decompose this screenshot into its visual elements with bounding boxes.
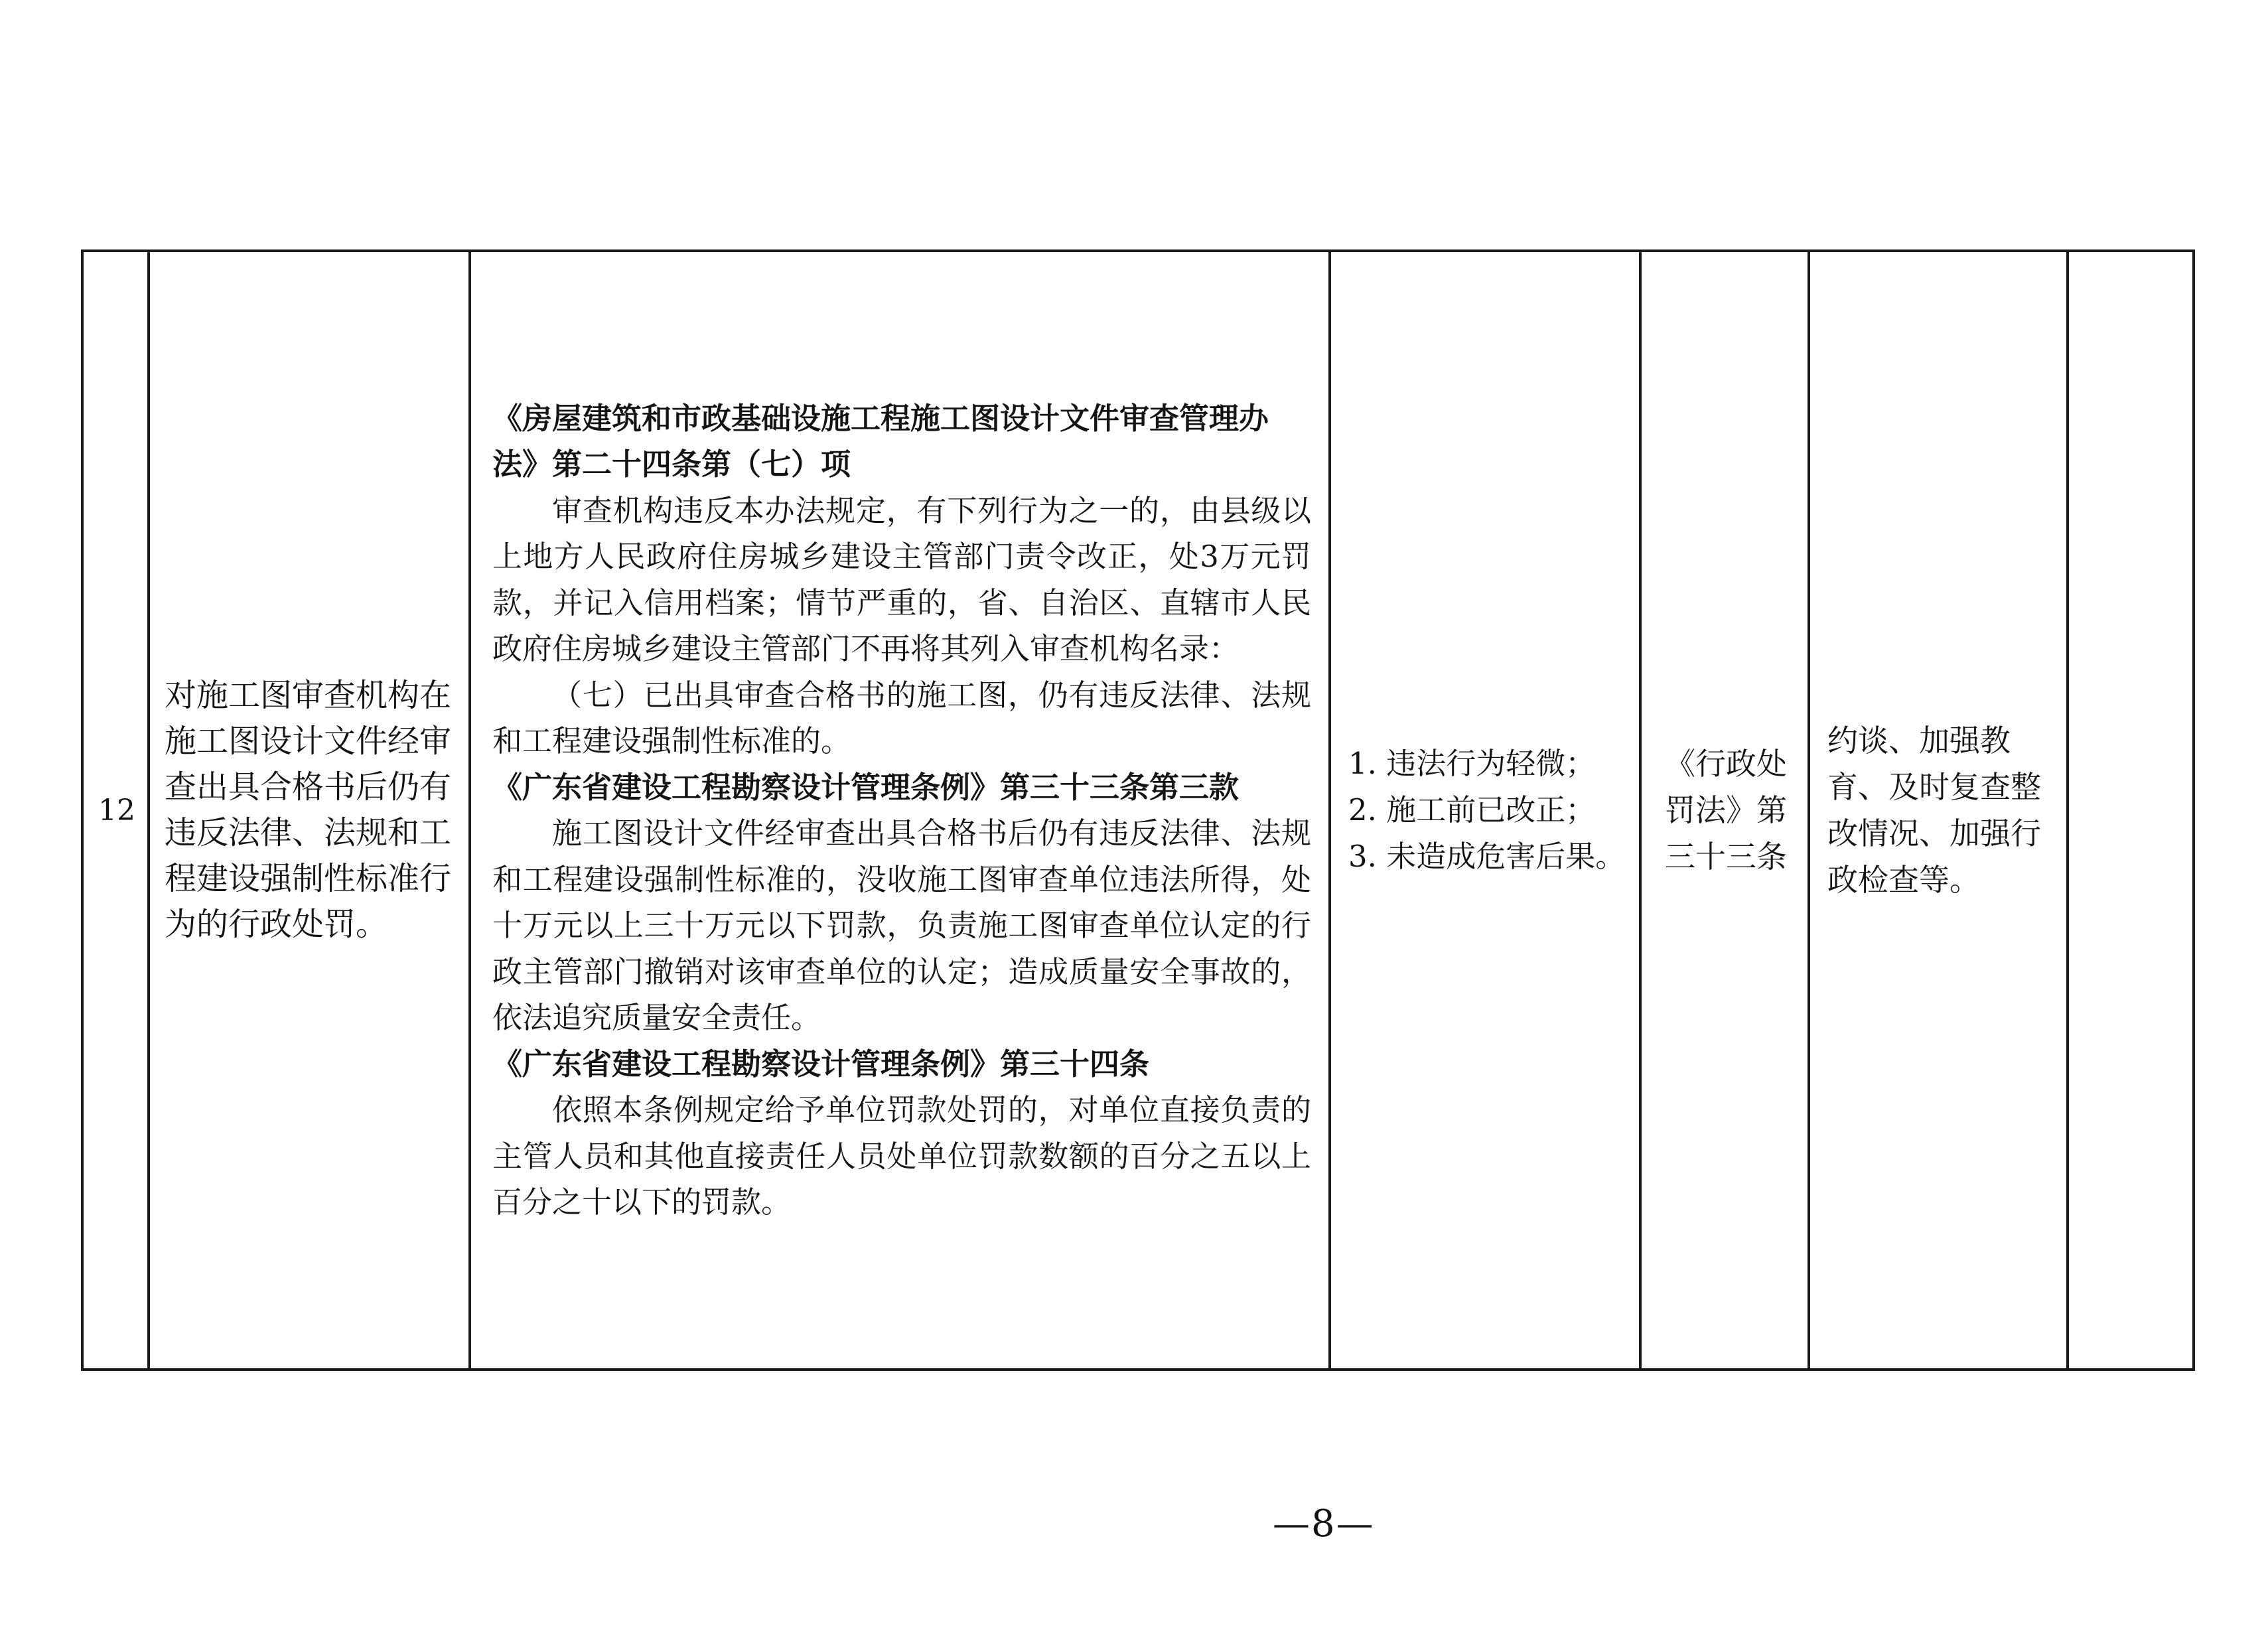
condition-item: 2. 施工前已改正；: [1348, 792, 1596, 827]
conditions-cell: [1331, 252, 1642, 1368]
row-number-cell: [84, 252, 150, 1368]
law-title: 《房屋建筑和市政基础设施工程施工图设计文件审查管理办法》第二十四条第（七）项: [492, 400, 1269, 482]
law-paragraph: 依照本条例规定给予单位罚款处罚的，对单位直接负责的主管人员和其他直接责任人员处单位罚款数额的百分之五以上百分之十以下的罚款。: [492, 1092, 1311, 1220]
subject-text: 对施工图审查机构在施工图设计文件经审查出具合格书后仍有违反法律、法规和工程建设强制性标准行为的行政处罚。: [165, 677, 452, 943]
law-title: 《广东省建设工程勘察设计管理条例》第三十四条: [492, 1046, 1150, 1082]
remarks-cell: [2069, 252, 2195, 1368]
condition-item: 1. 违法行为轻微；: [1348, 746, 1596, 781]
legal-reference: 《行政处罚法》第三十三条: [1665, 746, 1787, 875]
measures-cell: [1810, 252, 2069, 1368]
subject-cell: [150, 252, 471, 1368]
law-paragraph: （七）已出具审查合格书的施工图，仍有违反法律、法规和工程建设强制性标准的。: [492, 677, 1311, 758]
regulation-table: [81, 249, 2195, 1371]
legal-reference-cell: [1642, 252, 1810, 1368]
measures-text: 约谈、加强教育、及时复查整改情况、加强行政检查等。: [1827, 723, 2041, 898]
legal-basis-cell: [471, 252, 1331, 1368]
page-number: —8—: [1273, 1502, 1375, 1545]
law-paragraph: 施工图设计文件经审查出具合格书后仍有违反法律、法规和工程建设强制性标准的，没收施工图审查单位违法所得，处十万元以上三十万元以下罚款，负责施工图审查单位认定的行政主管部门撤销对该审查单位的认定；造成质量安全事故的，依法追究质量安全责任。: [492, 816, 1311, 1035]
law-paragraph: 审查机构违反本办法规定，有下列行为之一的，由县级以上地方人民政府住房城乡建设主管部门责令改正，处3万元罚款，并记入信用档案；情节严重的，省、自治区、直辖市人民政府住房城乡建设主管部门不再将其列入审查机构名录：: [492, 492, 1311, 666]
condition-item: 3. 未造成危害后果。: [1348, 839, 1626, 874]
row-number: 12: [98, 793, 135, 827]
law-title: 《广东省建设工程勘察设计管理条例》第三十三条第三款: [492, 769, 1240, 805]
